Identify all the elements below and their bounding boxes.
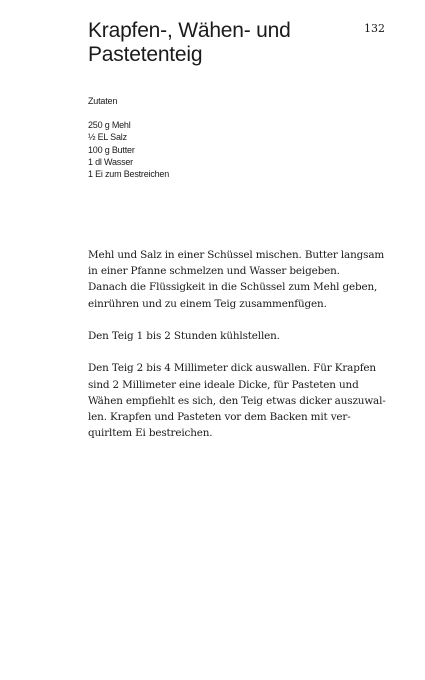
ingredient-item: 100 g Butter xyxy=(88,144,135,155)
instruction-line: Den Teig 1 bis 2 Stunden kühlstellen. xyxy=(88,330,280,342)
instruction-line: Wähen empfiehlt es sich, den Teig etwas dicker auszuwal- xyxy=(88,394,386,407)
instruction-line: einrühren und zu einem Teig zusammenfügen. xyxy=(88,297,327,310)
instruction-line: Mehl und Salz in einer Schüssel mischen. Butter langsam xyxy=(88,249,385,261)
ingredients-heading: Zutaten xyxy=(88,96,118,106)
instruction-line: Den Teig 2 bis 4 Millimeter dick auswallen. Für Krapfen xyxy=(88,362,376,375)
recipe-title-line: Pastetenteig xyxy=(88,43,203,66)
recipe-title-line: Krapfen-, Wähen- und xyxy=(88,19,291,42)
instruction-line: Danach die Flüssigkeit in die Schüssel zum Mehl geben, xyxy=(88,281,378,294)
instruction-line: quirltem Ei bestreichen. xyxy=(88,427,213,440)
page-number: 132 xyxy=(364,22,385,35)
ingredient-item: 250 g Mehl xyxy=(88,120,131,131)
instruction-paragraph xyxy=(88,247,388,312)
ingredient-item: 1 dl Wasser xyxy=(88,156,133,167)
instruction-line: in einer Pfanne schmelzen und Wasser beigeben. xyxy=(88,265,340,278)
instructions xyxy=(88,247,388,458)
ingredient-item: 1 Ei zum Bestreichen xyxy=(88,169,170,180)
instruction-paragraph xyxy=(88,360,388,441)
ingredients-section xyxy=(88,95,169,180)
instruction-line: sind 2 Millimeter eine ideale Dicke, für Pasteten und xyxy=(88,378,359,391)
ingredients-list xyxy=(88,119,169,180)
ingredient-item: ½ EL Salz xyxy=(88,132,127,143)
recipe-title xyxy=(88,19,338,67)
instruction-line: len. Krapfen und Pasteten vor dem Backen mit ver- xyxy=(88,411,351,423)
instruction-paragraph xyxy=(88,328,388,344)
